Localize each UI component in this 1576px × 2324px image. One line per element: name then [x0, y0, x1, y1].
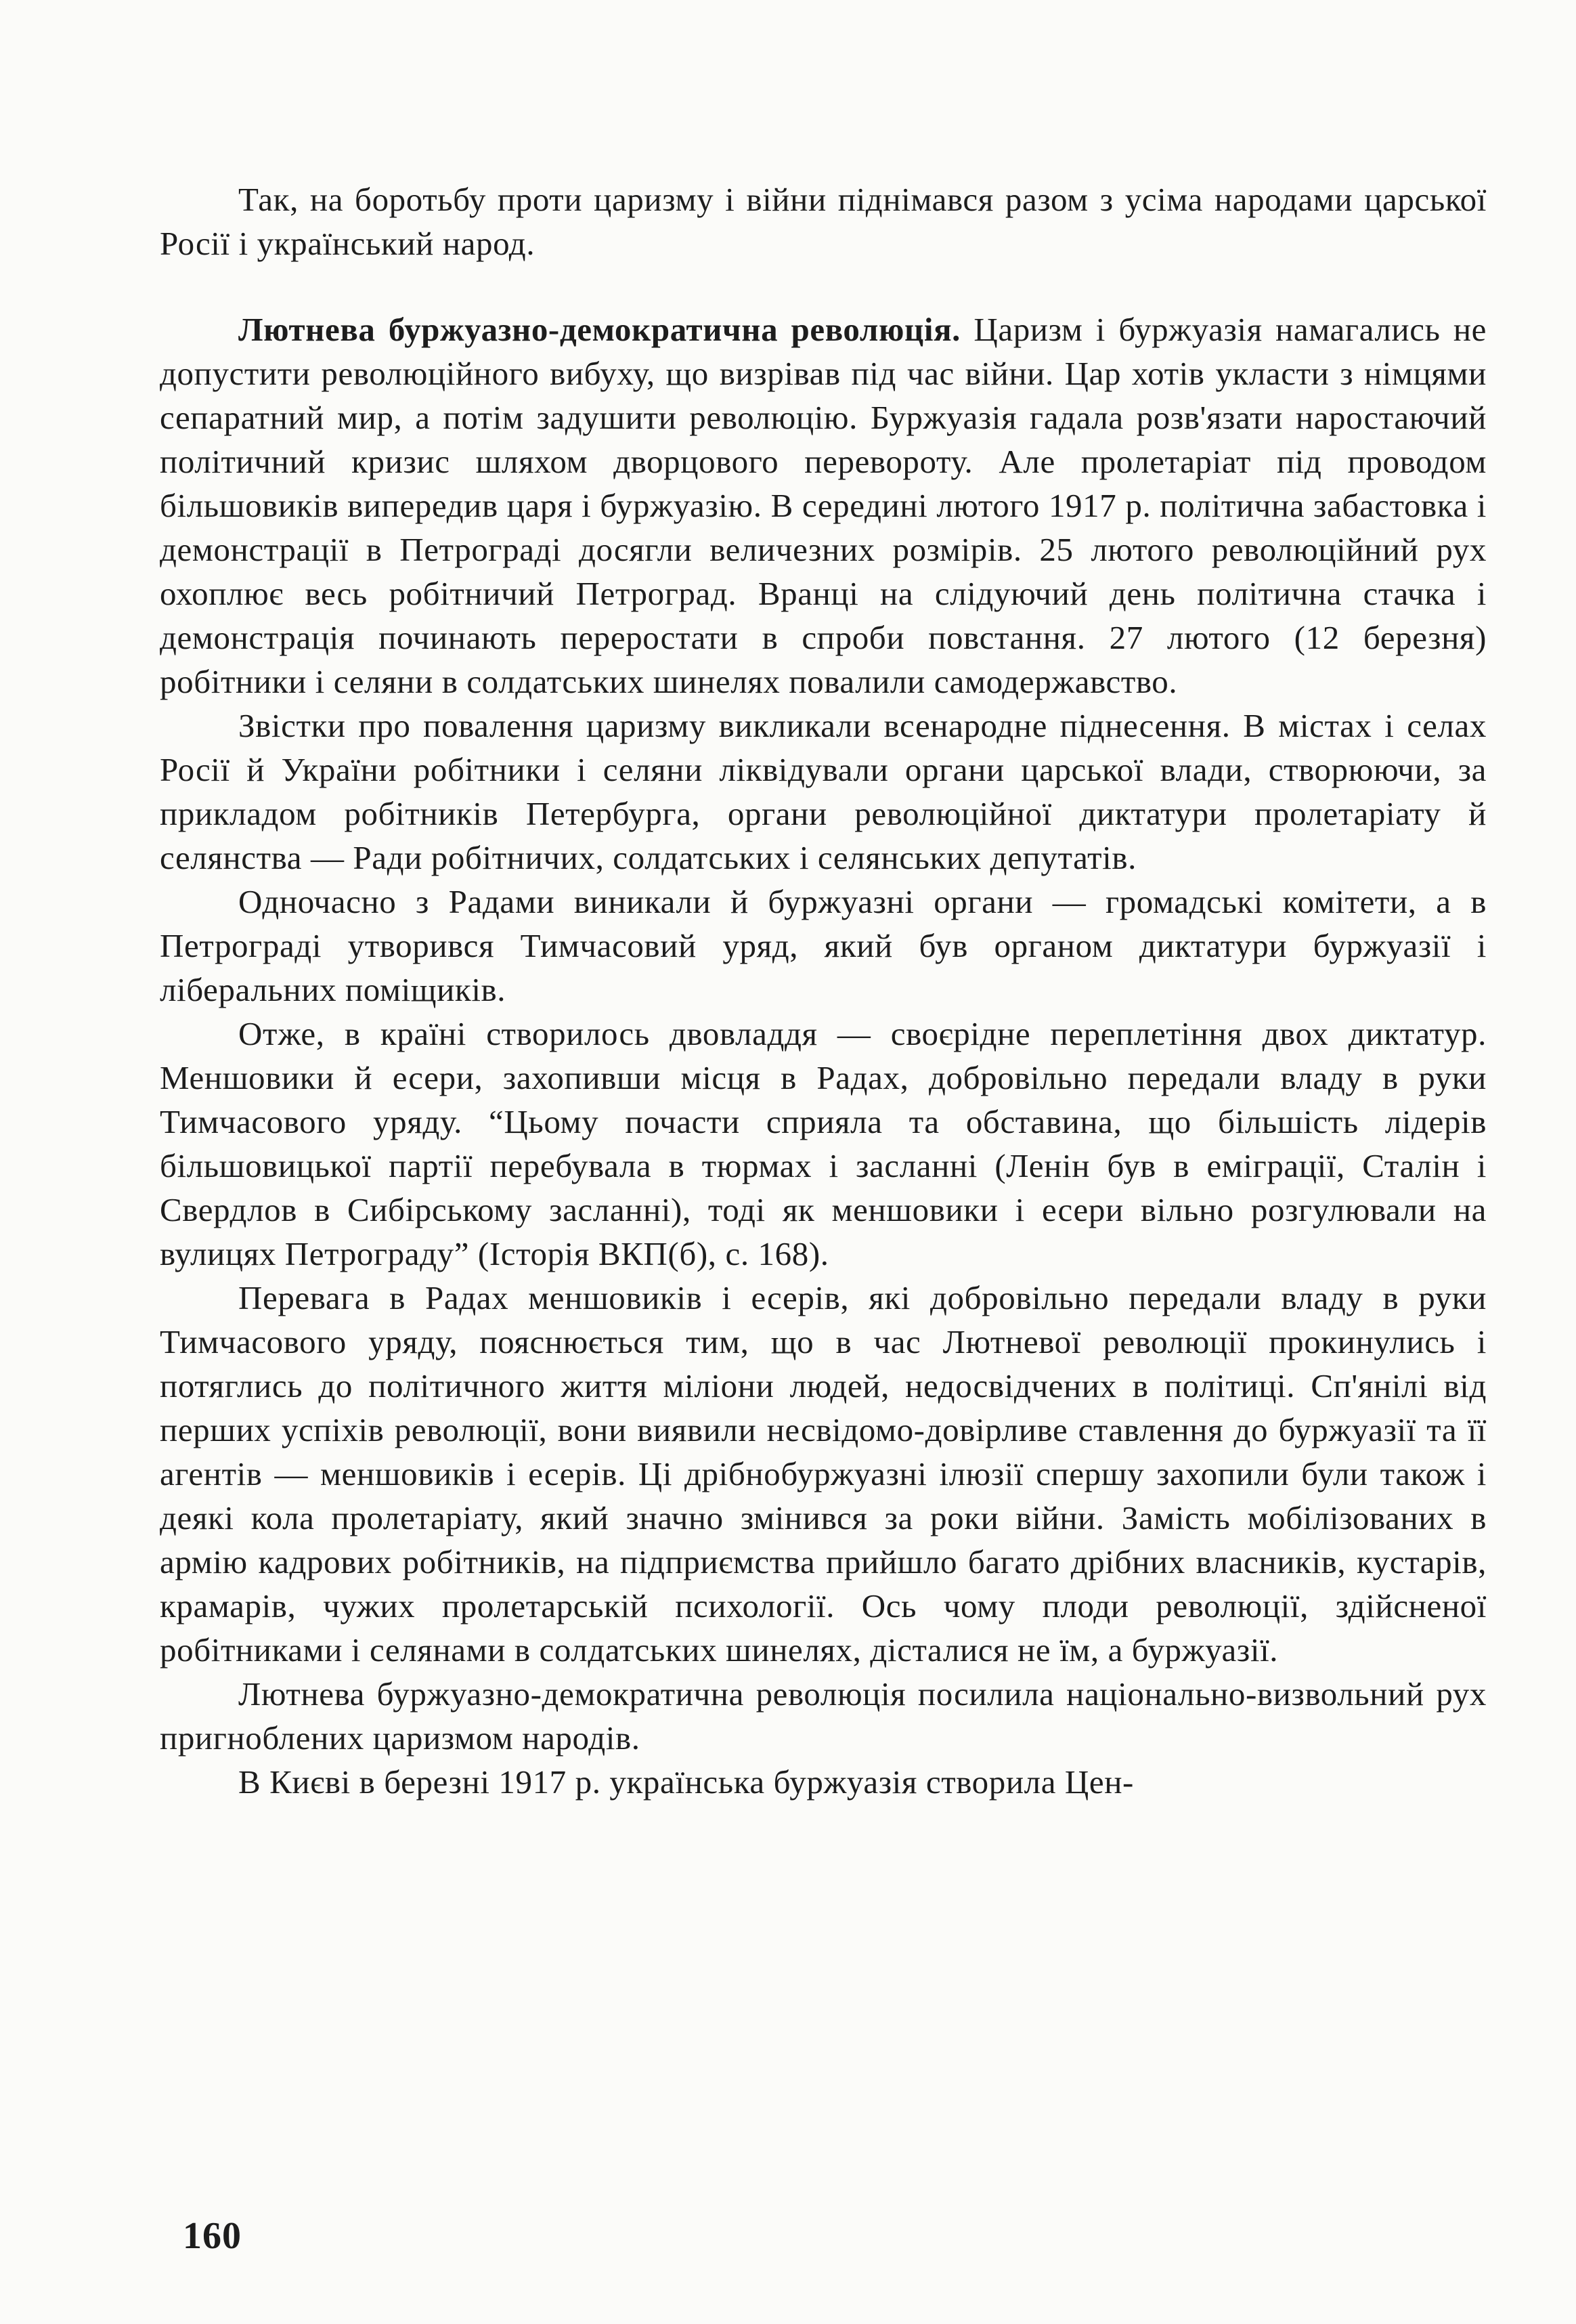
paragraph-dual-power: Отже, в країні створилось двовладдя — своєрідне переплетіння двох диктатур. Меншовики й есери, захопивши місця в Радах, добровільно передали владу в руки Тимчасового уряду. “Цьому почасти сприяла та обставина, що більшість лідерів більшовицької партії перебувала в тюрмах і засланні (Ленін був в еміграції, Сталін і Свердлов в Сибірському засланні), тоді як меншовики і есери вільно розгулювали на вулицях Петрограду” (Історія ВКП(б), с. 168). — [160, 1015, 1487, 1272]
paragraph-news-of-overthrow: Звістки про повалення царизму викликали всенародне піднесення. В містах і селах Росії й України робітники і селяни ліквідували органи царської влади, створюючи, за прикладом робітників Петербурга, органи революційної диктатури пролетаріату й селянства — Ради робітничих, солдатських і селянських депутатів. — [160, 707, 1487, 876]
section-february-revolution — [160, 307, 1487, 1804]
paragraph-national-liberation: Лютнева буржуазно-демократична революція посилила національно-визвольний рух пригноблених царизмом народів. — [160, 1675, 1487, 1757]
paragraph-bourgeois-organs: Одночасно з Радами виникали й буржуазні органи — громадські комітети, а в Петрограді утворився Тимчасовий уряд, який був органом диктатури буржуазії і ліберальних поміщиків. — [160, 883, 1487, 1008]
paragraph-mensheviks-advantage: Перевага в Радах меншовиків і есерів, які добровільно передали владу в руки Тимчасового уряду, пояснюється тим, що в час Лютневої революції прокинулись і потяглись до політичного життя міліони людей, недосвідчених в політиці. Сп'янілі від перших успіхів революції, вони виявили несвідомо-довірливе ставлення до буржуазії та її агентів — меншовиків і есерів. Ці дрібнобуржуазні ілюзії спершу захопили були також і деякі кола пролетаріату, який значно змінився за роки війни. Замість мобілізованих в армію кадрових робітників, на підприємства прийшло багато дрібних власників, кустарів, крамарів, чужих пролетарській психології. Ось чому плоди революції, здійсненої робітниками і селянами в солдатських шинелях, дісталися не їм, а буржуазії. — [160, 1279, 1487, 1669]
intro-block — [160, 177, 1487, 265]
section-first-paragraph — [160, 307, 1487, 704]
page-number: 160 — [183, 2215, 242, 2257]
section-first-paragraph-text: Царизм і буржуазія намагались не допустити революційного вибуху, що визрівав під час війни. Цар хотів укласти з німцями сепаратний мир, а потім задушити революцію. Буржуазія гадала розв'язати наростаючий політичний кризис шляхом дворцового перевороту. Але пролетаріат під проводом більшовиків випередив царя і буржуазію. В середині лютого 1917 р. політична забастовка і демонстрації в Петрограді досягли величезних розмірів. 25 лютого революційний рух охоплює весь робітничий Петроград. Вранці на слідуючий день політична стачка і демонстрація починають переростати в спроби повстання. 27 лютого (12 березня) робітники і селяни в солдатських шинелях повалили самодержавство. — [160, 311, 1487, 700]
paragraph-kyiv-march-1917: В Києві в березні 1917 р. українська буржуазія створила Цен- — [238, 1763, 1134, 1801]
intro-paragraph: Так, на боротьбу проти царизму і війни піднімався разом з усіма народами царської Росії і український народ. — [160, 181, 1487, 262]
section-heading: Лютнева буржуазно-демократична революція. — [238, 311, 961, 348]
